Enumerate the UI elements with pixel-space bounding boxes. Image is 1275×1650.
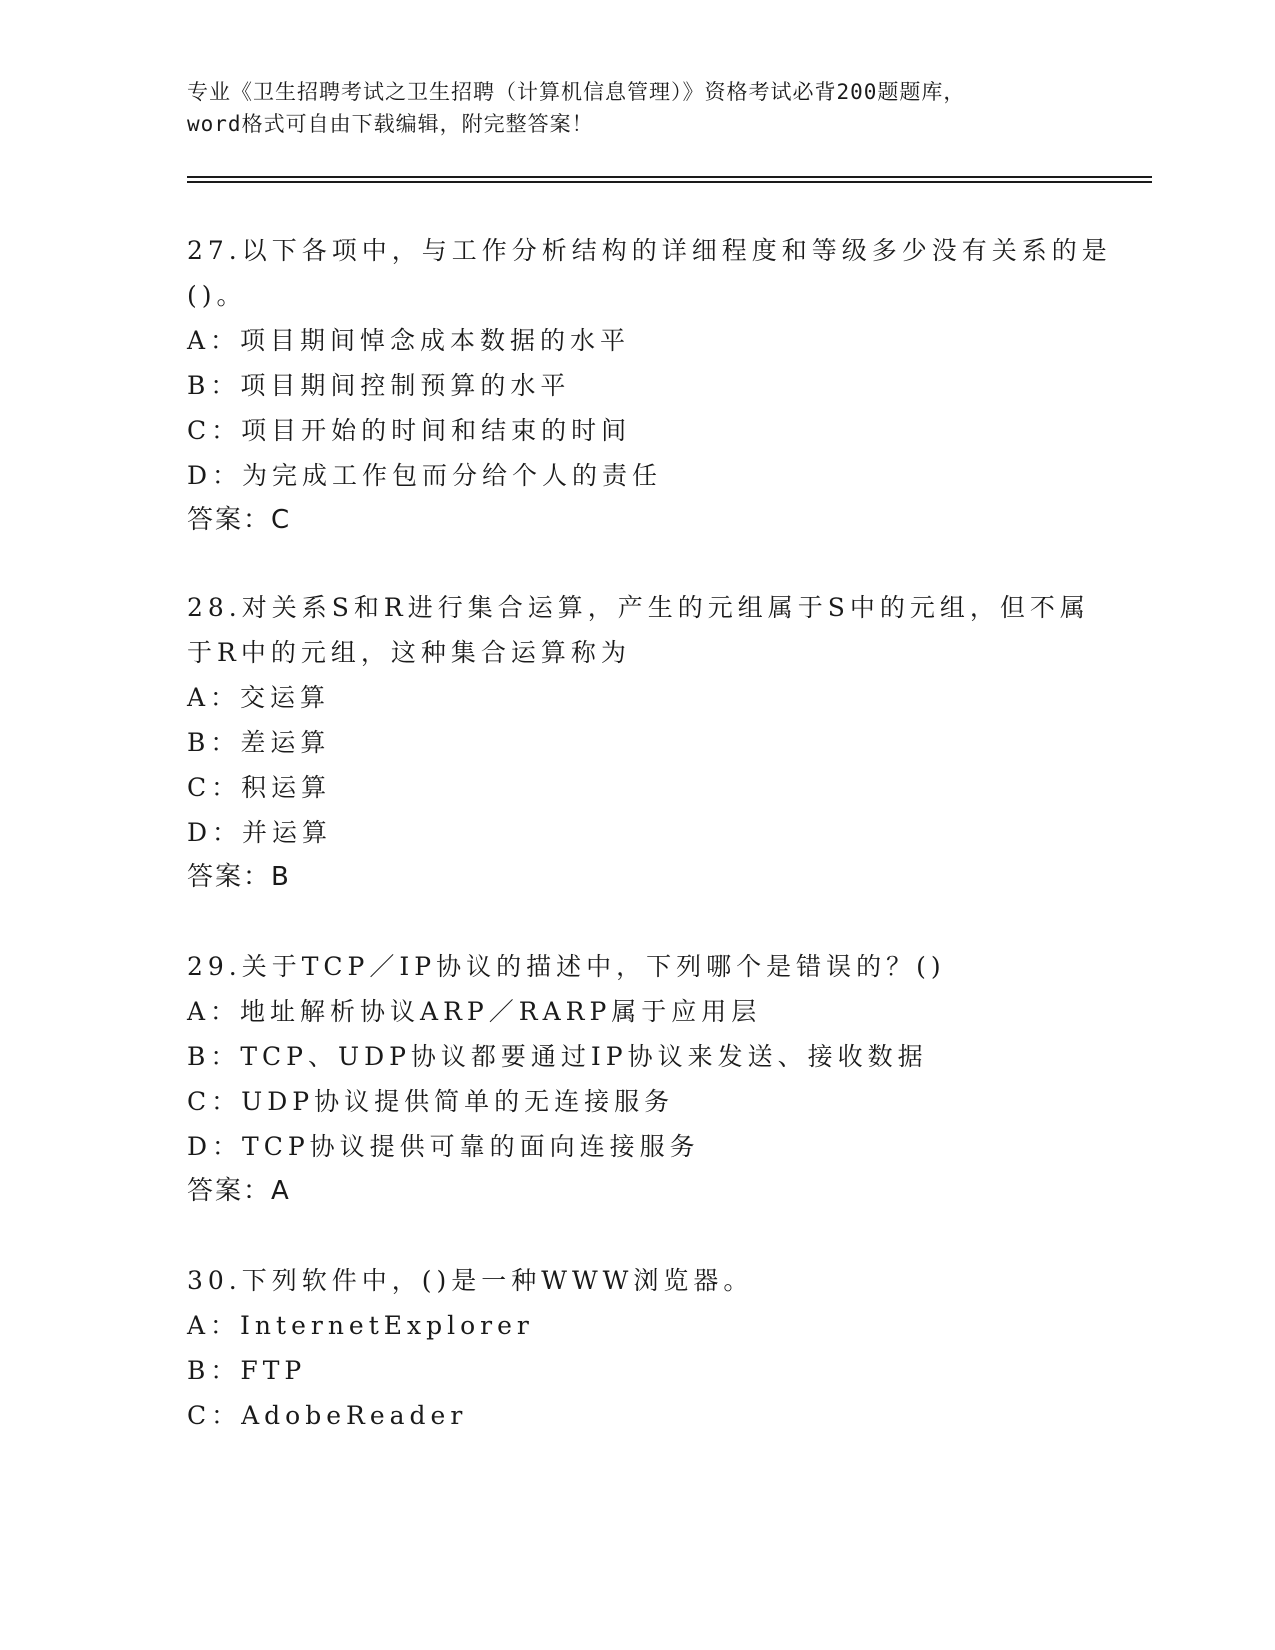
option-a: A：InternetExplorer: [187, 1311, 534, 1340]
question-27: [187, 228, 1112, 543]
option-b: B：差运算: [187, 728, 331, 757]
header-title-line-2: word格式可自由下载编辑，附完整答案！: [187, 112, 594, 136]
header-divider-bottom: [187, 181, 1152, 183]
option-d: D：并运算: [187, 818, 333, 847]
header-title-line-1: 专业《卫生招聘考试之卫生招聘（计算机信息管理）》资格考试必背200题题库，: [187, 80, 966, 104]
header-divider-top: [187, 176, 1152, 178]
question-28: [187, 585, 1090, 900]
option-c: C：积运算: [187, 773, 332, 802]
question-30: [187, 1258, 1087, 1438]
option-c: C：AdobeReader: [187, 1401, 468, 1430]
answer: 答案：B: [187, 862, 291, 892]
question-29: [187, 944, 1087, 1214]
option-b: B：FTP: [187, 1356, 307, 1385]
document-header: [187, 76, 1087, 140]
question-text: 27.以下各项中，与工作分析结构的详细程度和等级多少没有关系的是: [187, 236, 1112, 265]
question-text: 于R中的元组，这种集合运算称为: [187, 638, 631, 667]
question-text: 30.下列软件中，()是一种WWW浏览器。: [187, 1266, 754, 1295]
option-d: D：为完成工作包而分给个人的责任: [187, 461, 663, 490]
question-text: ()。: [187, 281, 247, 310]
option-d: D：TCP协议提供可靠的面向连接服务: [187, 1132, 700, 1161]
option-c: C：项目开始的时间和结束的时间: [187, 416, 632, 445]
option-a: A：地址解析协议ARP／RARP属于应用层: [187, 997, 762, 1026]
question-text: 28.对关系S和R进行集合运算，产生的元组属于S中的元组，但不属: [187, 593, 1090, 622]
option-b: B：项目期间控制预算的水平: [187, 371, 571, 400]
option-a: A：交运算: [187, 683, 331, 712]
option-b: B：TCP、UDP协议都要通过IP协议来发送、接收数据: [187, 1042, 928, 1071]
answer: 答案：A: [187, 1176, 291, 1206]
option-c: C：UDP协议提供简单的无连接服务: [187, 1087, 675, 1116]
option-a: A：项目期间悼念成本数据的水平: [187, 326, 631, 355]
question-text: 29.关于TCP／IP协议的描述中，下列哪个是错误的？(): [187, 952, 946, 981]
answer: 答案：C: [187, 505, 292, 535]
